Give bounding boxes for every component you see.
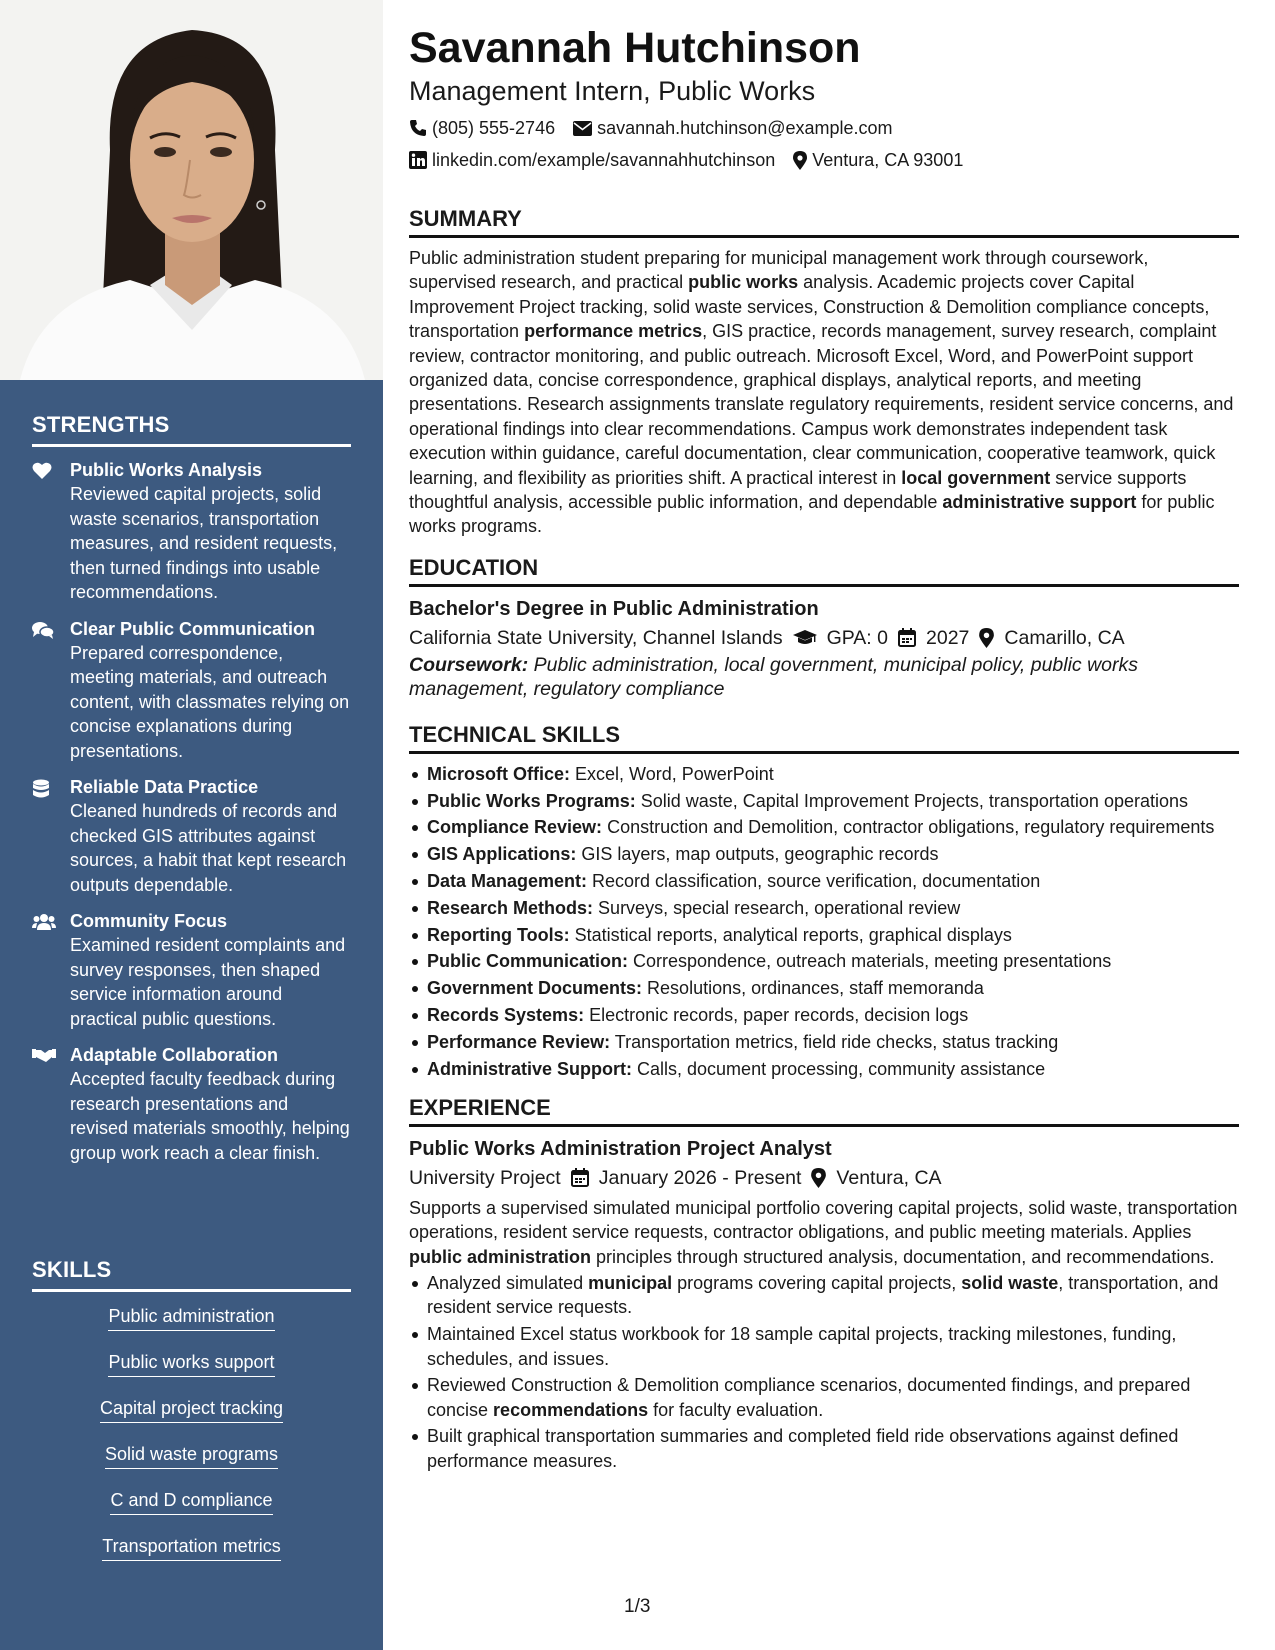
map-marker-icon <box>979 628 994 648</box>
technical-skill-item <box>409 1057 1239 1081</box>
envelope-icon <box>573 121 592 136</box>
job-title: Public Works Administration Project Analyst <box>409 1137 832 1160</box>
emphasis-text: recommendations <box>493 1399 649 1420</box>
strength-desc: Cleaned hundreds of records and checked GIS attributes against sources, a habit that kept research outputs dependable. <box>70 801 347 895</box>
skill-values: Transportation metrics, field ride checks, status tracking <box>610 1031 1059 1052</box>
experience-meta <box>409 1163 1239 1193</box>
emphasis-text: performance metrics <box>524 321 703 342</box>
calendar-icon <box>898 628 916 647</box>
linkedin-contact[interactable] <box>409 144 775 176</box>
email-text: savannah.hutchinson@example.com <box>597 118 893 138</box>
gpa-text: GPA: 0 <box>826 626 888 649</box>
skill-values: Correspondence, outreach materials, meeting presentations <box>628 951 1112 972</box>
main-content <box>409 20 1239 1476</box>
skill-values: GIS layers, map outputs, geographic records <box>576 844 939 865</box>
contact-row-2 <box>409 144 1239 176</box>
map-marker-icon <box>811 1168 826 1188</box>
strength-desc: Prepared correspondence, meeting materials, and outreach content, with classmates relying on concise explanations during presentations. <box>70 642 350 761</box>
emphasis-text: public works <box>688 272 799 293</box>
skill-values: Surveys, special research, operational review <box>593 897 961 918</box>
skill-values: Construction and Demolition, contractor obligations, regulatory requirements <box>602 817 1215 838</box>
strength-title: Reliable Data Practice <box>70 777 259 797</box>
emphasis-text: administrative support <box>942 492 1137 513</box>
technical-skill-item <box>409 789 1239 813</box>
experience-bullet <box>409 1322 1239 1371</box>
skill-category: Compliance Review: <box>427 817 603 838</box>
text-run: , transportation, and resident service requests. <box>427 1273 1219 1318</box>
contact-row <box>409 112 1239 144</box>
skill-tag: Transportation metrics <box>102 1534 280 1561</box>
skill-category: Public Works Programs: <box>427 790 636 811</box>
skill-tag: Public works support <box>108 1350 274 1377</box>
skill-values: Calls, document processing, community assistance <box>632 1058 1046 1079</box>
skill-category: GIS Applications: <box>427 844 577 865</box>
job-dates: January 2026 - Present <box>598 1166 802 1189</box>
emphasis-text: public administration <box>409 1246 592 1267</box>
phone-text: (805) 555-2746 <box>432 118 556 138</box>
users-icon <box>32 910 70 1031</box>
technical-skills-heading: TECHNICAL SKILLS <box>409 722 1239 754</box>
text-run: , GIS practice, records management, survey research, complaint review, contractor monitoring, and public outreach. Microsoft Excel, Word, and PowerPoint support organized data, concise correspondence, graphical displays, analytical reports, and meeting presentations. Research assignments translate regulatory requirements, resident service concerns, and operational findings into clear recommendations. Campus work demonstrates independent task execution within guidance, careful documentation, clear communication, cooperative teamwork, quick learning, and flexibility as priorities shift. A practical interest in <box>409 321 1234 488</box>
experience-bullet <box>409 1373 1239 1422</box>
text-run: principles through structured analysis, documentation, and recommendations. <box>591 1246 1215 1267</box>
experience-section <box>409 1095 1239 1473</box>
page-number: 1/3 <box>624 1596 651 1617</box>
strength-item <box>32 459 351 605</box>
sidebar <box>0 0 383 1650</box>
education-meta <box>409 623 1239 653</box>
strength-title: Community Focus <box>70 911 228 931</box>
strength-item <box>32 910 351 1031</box>
text-run: for faculty evaluation. <box>648 1399 824 1420</box>
text-run: Built graphical transportation summaries and completed field ride observations against defined performance measures. <box>427 1426 1179 1471</box>
technical-skills-section <box>409 722 1239 1081</box>
technical-skill-item <box>409 896 1239 920</box>
experience-heading: EXPERIENCE <box>409 1095 1239 1127</box>
phone-icon <box>409 119 427 137</box>
summary-text <box>409 246 1239 539</box>
skill-category: Performance Review: <box>427 1031 611 1052</box>
strength-title: Clear Public Communication <box>70 618 316 639</box>
text-run: for public works programs. <box>409 492 1215 537</box>
candidate-name: Savannah Hutchinson <box>409 24 861 72</box>
profile-photo <box>0 0 383 380</box>
technical-skill-item <box>409 1030 1239 1054</box>
text-run: Supports a supervised simulated municipal portfolio covering capital projects, solid waste, transportation operations, resident service requests, contractor obligations, and public meeting materials. Applies <box>409 1197 1238 1243</box>
summary-section <box>409 206 1239 539</box>
strength-desc: Accepted faculty feedback during research presentations and revised materials smoothly, helping group work reach a clear finish. <box>70 1069 350 1163</box>
skill-values: Solid waste, Capital Improvement Projects, transportation operations <box>635 790 1189 811</box>
technical-skill-item <box>409 869 1239 893</box>
technical-skill-item <box>409 842 1239 866</box>
email-contact[interactable] <box>573 112 892 144</box>
emphasis-text: solid waste <box>961 1273 1059 1294</box>
phone-contact[interactable] <box>409 112 555 144</box>
location-contact <box>793 144 963 176</box>
education-heading: EDUCATION <box>409 555 1239 587</box>
experience-intro <box>409 1196 1239 1269</box>
linkedin-icon <box>409 151 427 169</box>
emphasis-text: municipal <box>588 1273 673 1294</box>
experience-bullets <box>409 1271 1239 1473</box>
text-run: Reviewed Construction & Demolition compliance scenarios, documented findings, and prepared concise <box>427 1375 1191 1420</box>
experience-bullet <box>409 1271 1239 1320</box>
comments-icon <box>32 618 70 764</box>
skill-values: Electronic records, paper records, decision logs <box>584 1005 969 1026</box>
strength-desc: Reviewed capital projects, solid waste scenarios, transportation measures, and resident requests, then turned findings into usable recommendations. <box>70 484 338 602</box>
skill-values: Resolutions, ordinances, staff memoranda <box>642 978 984 999</box>
skill-category: Government Documents: <box>427 978 643 999</box>
coursework-text: Public administration, local government, municipal policy, public works management, regulatory compliance <box>409 653 1139 701</box>
strength-item <box>32 776 351 897</box>
skill-category: Microsoft Office: <box>427 763 571 784</box>
skill-category: Records Systems: <box>427 1005 585 1026</box>
strengths-heading: STRENGTHS <box>32 412 351 447</box>
school-location: Camarillo, CA <box>1004 626 1125 649</box>
emphasis-text: local government <box>901 467 1051 488</box>
handshake-icon <box>32 1044 70 1165</box>
technical-skill-item <box>409 762 1239 786</box>
text-run: Public administration student preparing for municipal management work through coursework, supervised research, and practical <box>409 248 1149 293</box>
strengths-section <box>32 412 351 1178</box>
candidate-title: Management Intern, Public Works <box>409 76 816 106</box>
school-name: California State University, Channel Islands <box>409 626 783 649</box>
map-marker-icon <box>793 151 807 170</box>
skill-values: Excel, Word, PowerPoint <box>570 763 774 784</box>
heart-icon <box>32 459 70 605</box>
text-run: Maintained Excel status workbook for 18 sample capital projects, tracking milestones, funding, schedules, and issues. <box>427 1324 1177 1369</box>
skill-category: Public Communication: <box>427 951 629 972</box>
strength-item <box>32 618 351 764</box>
technical-skill-item <box>409 815 1239 839</box>
location-text: Ventura, CA 93001 <box>812 150 964 170</box>
skill-tag: Public administration <box>108 1304 274 1331</box>
strength-title: Adaptable Collaboration <box>70 1045 279 1065</box>
database-icon <box>32 776 70 897</box>
text-run: Analyzed simulated <box>427 1273 589 1294</box>
technical-skill-item <box>409 923 1239 947</box>
skills-list <box>32 1304 351 1580</box>
coursework-label: Coursework: <box>409 653 529 676</box>
degree-title: Bachelor's Degree in Public Administration <box>409 597 819 620</box>
skill-values: Record classification, source verification, documentation <box>587 871 1041 892</box>
text-run: programs covering capital projects, <box>672 1273 962 1294</box>
linkedin-text: linkedin.com/example/savannahhutchinson <box>432 150 776 170</box>
graduation-cap-icon <box>793 629 817 646</box>
strength-title: Public Works Analysis <box>70 460 263 480</box>
technical-skills-list <box>409 762 1239 1081</box>
skill-tag: Capital project tracking <box>100 1396 283 1423</box>
skill-tag: Solid waste programs <box>105 1442 278 1469</box>
text-run: service supports thoughtful analysis, accessible public information, and dependable <box>409 467 1187 513</box>
coursework <box>409 653 1239 702</box>
skill-category: Administrative Support: <box>427 1058 633 1079</box>
technical-skill-item <box>409 1003 1239 1027</box>
skill-category: Reporting Tools: <box>427 924 570 945</box>
calendar-icon <box>571 1168 589 1187</box>
skill-category: Research Methods: <box>427 897 594 918</box>
organization-name: University Project <box>409 1166 561 1189</box>
text-run: analysis. Academic projects cover Capital Improvement Project tracking, solid waste services, Construction & Demolition compliance concepts, transportation <box>409 272 1210 342</box>
technical-skill-item <box>409 949 1239 973</box>
skill-category: Data Management: <box>427 871 588 892</box>
technical-skill-item <box>409 976 1239 1000</box>
job-location: Ventura, CA <box>836 1166 942 1189</box>
skill-values: Statistical reports, analytical reports, graphical displays <box>569 924 1012 945</box>
strength-item <box>32 1044 351 1165</box>
skills-section <box>32 1257 351 1580</box>
graduation-year: 2027 <box>926 626 970 649</box>
summary-heading: SUMMARY <box>409 206 1239 238</box>
experience-bullet <box>409 1424 1239 1473</box>
strength-desc: Examined resident complaints and survey responses, then shaped service information around practical public questions. <box>70 935 346 1029</box>
education-section <box>409 555 1239 702</box>
skills-heading: SKILLS <box>32 1257 351 1292</box>
skill-tag: C and D compliance <box>110 1488 272 1515</box>
